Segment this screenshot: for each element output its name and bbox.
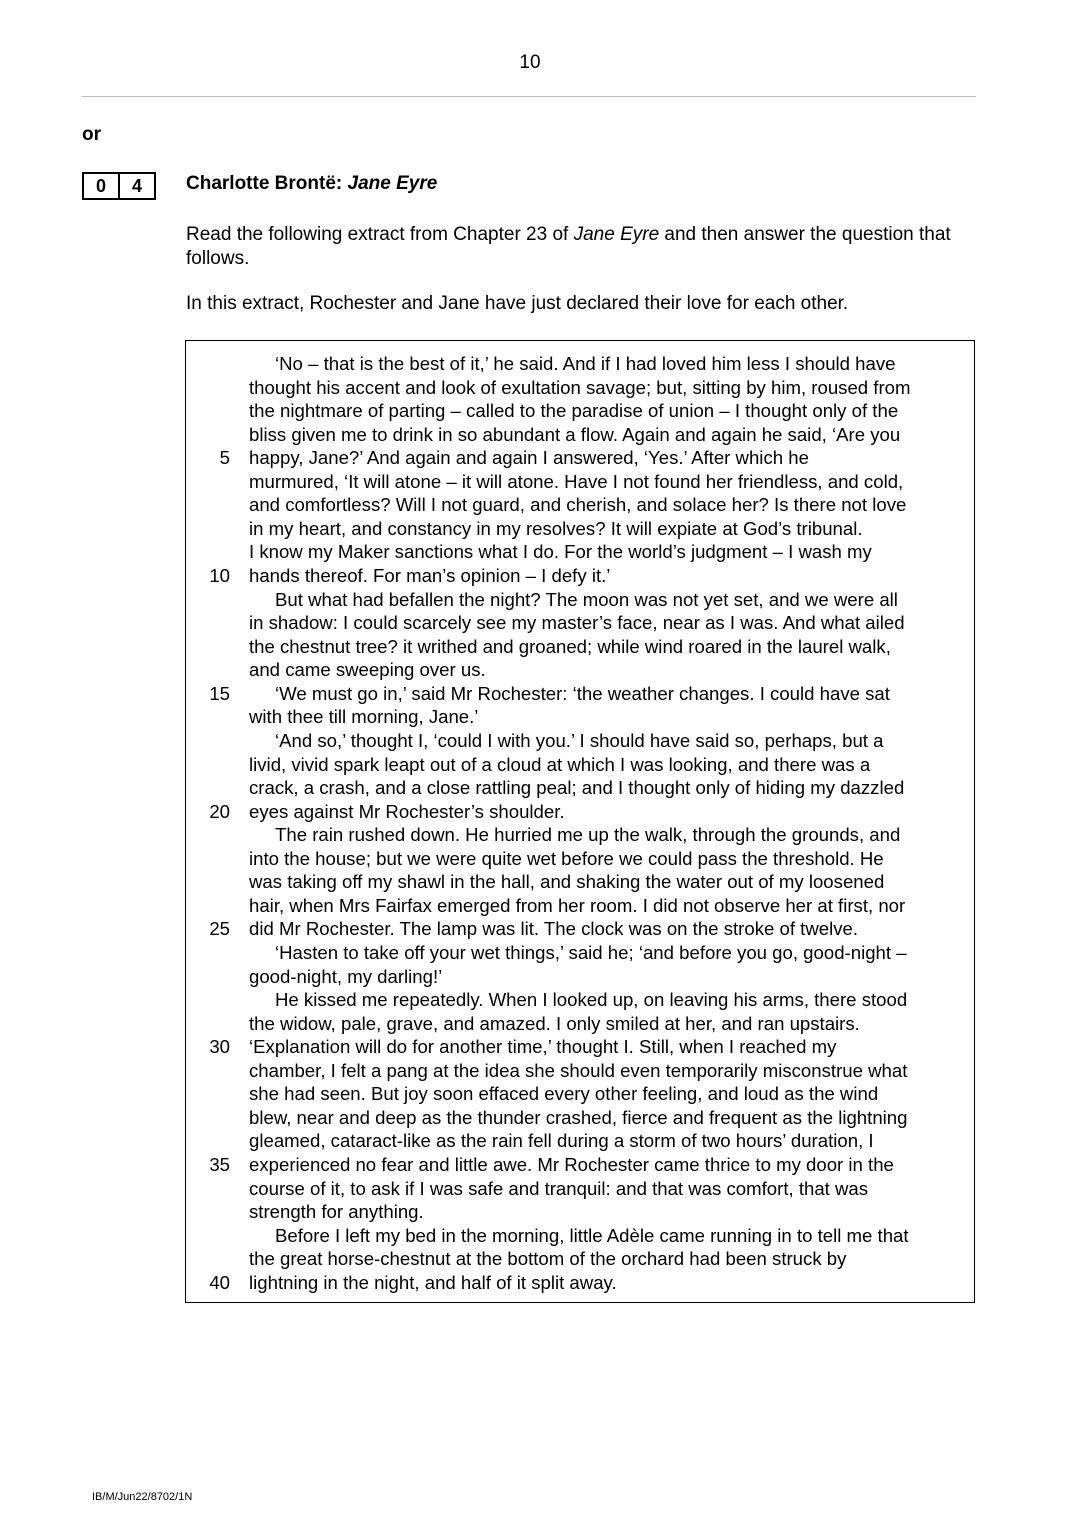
extract-line	[186, 493, 976, 517]
line-text: the chestnut tree? it writhed and groaned; while wind roared in the laurel walk,	[249, 635, 891, 657]
line-text: into the house; but we were quite wet before we could pass the threshold. He	[249, 847, 884, 869]
extract-line	[186, 611, 976, 635]
extract-line	[186, 376, 976, 400]
extract-line	[186, 753, 976, 777]
extract-line	[186, 682, 976, 706]
extract-line	[186, 446, 976, 470]
question-author: Charlotte Brontë:	[186, 173, 348, 194]
line-text: thought his accent and look of exultation savage; but, sitting by him, roused from	[249, 376, 911, 398]
extract-line	[186, 800, 976, 824]
line-text: hair, when Mrs Fairfax emerged from her room. I did not observe her at first, nor	[249, 894, 906, 916]
line-text: she had seen. But joy soon effaced every other feeling, and loud as the wind	[249, 1083, 879, 1105]
extract-line	[186, 1129, 976, 1153]
extract-line	[186, 988, 976, 1012]
extract-line	[186, 588, 976, 612]
extract-line	[186, 776, 976, 800]
line-text: the widow, pale, grave, and amazed. I only smiled at her, and ran upstairs.	[249, 1012, 860, 1034]
extract-line	[186, 1153, 976, 1177]
extract-line	[186, 1012, 976, 1036]
intro-work: Jane Eyre	[573, 224, 660, 245]
question-number-box	[82, 172, 156, 200]
extract-line	[186, 517, 976, 541]
line-text: did Mr Rochester. The lamp was lit. The clock was on the stroke of twelve.	[249, 918, 859, 940]
extract-line	[186, 635, 976, 659]
extract-line	[186, 1059, 976, 1083]
line-text: I know my Maker sanctions what I do. For the world’s judgment – I wash my	[249, 541, 872, 563]
line-text: strength for anything.	[249, 1201, 424, 1223]
extract-line	[186, 1200, 976, 1224]
line-text: lightning in the night, and half of it split away.	[249, 1271, 617, 1293]
extract-line	[186, 823, 976, 847]
line-number: 30	[209, 1036, 230, 1058]
extract-context: In this extract, Rochester and Jane have just declared their love for each other.	[186, 293, 849, 314]
line-text: ‘No – that is the best of it,’ he said. And if I had loved him less I should have	[275, 353, 896, 374]
line-text: good-night, my darling!’	[249, 965, 443, 987]
line-text: ‘And so,’ thought I, ‘could I with you.’ I should have said so, perhaps, but a	[275, 729, 884, 751]
or-label: or	[82, 124, 101, 145]
extract-line	[186, 540, 976, 564]
extract-line	[186, 705, 976, 729]
line-number: 35	[209, 1154, 230, 1176]
question-number-digit: 0	[95, 176, 106, 196]
line-text: and came sweeping over us.	[249, 659, 486, 681]
extract-line	[186, 1035, 976, 1059]
question-title	[186, 173, 437, 195]
extract-line	[186, 658, 976, 682]
extract-line	[186, 870, 976, 894]
line-text: The rain rushed down. He hurried me up the walk, through the grounds, and	[275, 824, 901, 846]
extract-line	[186, 1082, 976, 1106]
extract-line	[186, 352, 976, 376]
line-number: 5	[219, 447, 230, 469]
line-text: But what had befallen the night? The moon was not yet set, and we were all	[275, 588, 898, 610]
line-text: happy, Jane?’ And again and again I answered, ‘Yes.’ After which he	[249, 447, 809, 469]
line-text: murmured, ‘It will atone – it will atone. Have I not found her friendless, and cold,	[249, 470, 904, 492]
extract-line	[186, 1247, 976, 1271]
header-divider	[82, 96, 976, 97]
line-text: ‘Explanation will do for another time,’ thought I. Still, when I reached my	[249, 1036, 837, 1058]
extract-line	[186, 894, 976, 918]
line-text: with thee till morning, Jane.’	[249, 706, 479, 728]
line-text: ‘Hasten to take off your wet things,’ said he; ‘and before you go, good-night –	[275, 942, 907, 963]
line-text: eyes against Mr Rochester’s shoulder.	[249, 800, 565, 822]
line-text: blew, near and deep as the thunder crashed, fierce and frequent as the lightning	[249, 1106, 908, 1128]
extract-line	[186, 470, 976, 494]
line-text: the nightmare of parting – called to the paradise of union – I thought only of the	[249, 400, 899, 422]
extract-line	[186, 1224, 976, 1248]
extract-line	[186, 1271, 976, 1295]
extract-line	[186, 729, 976, 753]
line-number: 10	[209, 565, 230, 587]
line-number: 40	[209, 1271, 230, 1293]
extract-line	[186, 423, 976, 447]
instructions	[186, 223, 976, 270]
extract-line	[186, 399, 976, 423]
extract-line	[186, 1106, 976, 1130]
line-text: the great horse-chestnut at the bottom of the orchard had been struck by	[249, 1248, 847, 1270]
footer-code: IB/M/Jun22/8702/1N	[92, 1491, 193, 1503]
line-text: hands thereof. For man’s opinion – I defy it.’	[249, 565, 611, 587]
line-number: 15	[209, 682, 230, 704]
extract-box	[185, 340, 975, 1303]
line-text: was taking off my shawl in the hall, and shaking the water out of my loosened	[249, 871, 885, 893]
line-text: experienced no fear and little awe. Mr Rochester came thrice to my door in the	[249, 1154, 894, 1176]
line-text: livid, vivid spark leapt out of a cloud at which I was looking, and there was a	[249, 753, 871, 775]
line-text: Before I left my bed in the morning, little Adèle came running in to tell me that	[275, 1224, 909, 1246]
line-text: course of it, to ask if I was safe and tranquil: and that was comfort, that was	[249, 1177, 869, 1199]
line-text: chamber, I felt a pang at the idea she should even temporarily misconstrue what	[249, 1059, 908, 1081]
line-text: and comfortless? Will I not guard, and cherish, and solace her? Is there not love	[249, 494, 907, 516]
line-text: bliss given me to drink in so abundant a flow. Again and again he said, ‘Are you	[249, 423, 901, 445]
line-text: in shadow: I could scarcely see my master’s face, near as I was. And what ailed	[249, 612, 905, 634]
line-number: 25	[209, 918, 230, 940]
page-number: 10	[519, 52, 541, 73]
extract-line	[186, 917, 976, 941]
line-text: He kissed me repeatedly. When I looked up, on leaving his arms, there stood	[275, 989, 908, 1011]
extract-line	[186, 1177, 976, 1201]
line-number: 20	[209, 800, 230, 822]
line-text: crack, a crash, and a close rattling peal; and I thought only of hiding my dazzled	[249, 777, 905, 799]
intro-text: Read the following extract from Chapter 23 of	[186, 224, 574, 245]
extract-line	[186, 941, 976, 965]
question-work: Jane Eyre	[347, 173, 438, 194]
extract-line	[186, 847, 976, 871]
question-number-digit: 4	[118, 174, 154, 198]
intro-text: and then answer the question that follows.	[186, 224, 951, 269]
line-text: gleamed, cataract-like as the rain fell during a storm of two hours’ duration, I	[249, 1130, 874, 1152]
line-text: in my heart, and constancy in my resolves? It will expiate at God’s tribunal.	[249, 517, 863, 539]
extract-line	[186, 564, 976, 588]
extract-line	[186, 965, 976, 989]
line-text: ‘We must go in,’ said Mr Rochester: ‘the weather changes. I could have sat	[275, 682, 890, 704]
